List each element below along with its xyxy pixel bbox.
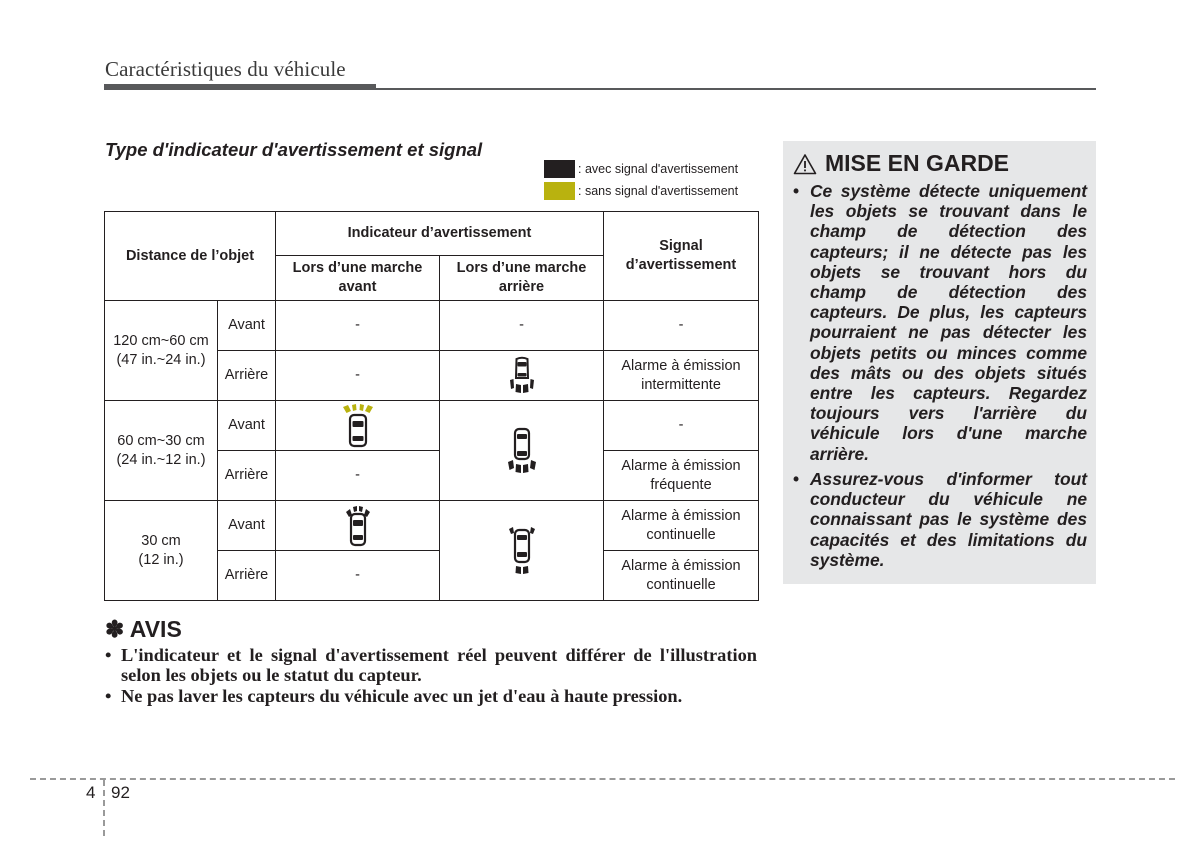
warning-triangle-icon <box>793 153 817 175</box>
legend-with-signal-label: : avec signal d'avertissement <box>578 162 739 176</box>
distance-cell <box>105 401 218 501</box>
car-rear-sensor-icon <box>507 427 537 475</box>
signal-cell: Alarme à émission intermittente <box>604 351 759 401</box>
signal-cell: - <box>604 401 759 451</box>
header-reverse: Lors d’une marche arrière <box>440 256 604 301</box>
legend-without-signal <box>544 182 738 200</box>
warning-table <box>104 211 759 601</box>
notice-title: ✽ AVIS <box>105 616 182 642</box>
forward-cell: - <box>276 351 440 401</box>
notice-item <box>105 686 757 706</box>
caution-title: MISE EN GARDE <box>825 150 1010 176</box>
distance-imperial: (47 in.~24 in.) <box>116 351 206 368</box>
car-front-sensor-icon <box>341 403 375 449</box>
reverse-cell: - <box>440 301 604 351</box>
footer-dotted-divider <box>103 780 105 836</box>
direction-cell: Arrière <box>218 551 276 601</box>
caution-header <box>793 150 1009 177</box>
direction-cell: Avant <box>218 301 276 351</box>
reverse-icon-cell <box>440 401 604 501</box>
dark-swatch <box>544 160 575 178</box>
forward-cell: - <box>276 451 440 501</box>
distance-metric: 30 cm <box>141 532 181 549</box>
caution-item-text: Ce système détecte uniquement les objets se trouvant dans le champ de détection des capteurs; il ne détecte pas les objets se trouvant hors du champ de détection des capteurs. De plus, les capteurs pourraient ne pas détecter les objets petits ou minces comme des mâts ou des objets situés entre les capteurs. Regardez toujours vers l'arrière du véhicule lors d'une marche arrière. <box>810 181 1087 464</box>
distance-imperial: (24 in.~12 in.) <box>116 451 206 468</box>
reverse-icon-cell <box>440 351 604 401</box>
header-signal: Signal d’avertissement <box>604 212 759 301</box>
legend-without-signal-label: : sans signal d'avertissement <box>578 184 739 198</box>
header-rule-thin <box>376 88 1096 90</box>
bullet-icon: • <box>793 469 800 489</box>
direction-cell: Avant <box>218 501 276 551</box>
signal-cell: - <box>604 301 759 351</box>
notice-item <box>105 645 757 685</box>
caution-box <box>783 141 1096 584</box>
direction-cell: Arrière <box>218 351 276 401</box>
caution-item <box>793 181 1087 464</box>
signal-cell: Alarme à émission fréquente <box>604 451 759 501</box>
signal-cell: Alarme à émission continuelle <box>604 551 759 601</box>
bullet-icon: • <box>793 181 800 201</box>
header-rule-thick <box>104 84 376 90</box>
caution-item <box>793 469 1087 570</box>
reverse-icon-cell <box>440 501 604 601</box>
legend-with-signal <box>544 160 738 178</box>
header-forward: Lors d’une marche avant <box>276 256 440 301</box>
distance-cell <box>105 301 218 401</box>
header-indicator: Indicateur d’avertissement <box>276 212 604 256</box>
direction-cell: Arrière <box>218 451 276 501</box>
forward-icon-cell <box>276 401 440 451</box>
notice-item-text: Ne pas laver les capteurs du véhicule avec un jet d'eau à haute pression. <box>121 686 683 706</box>
page-number: 92 <box>111 783 130 802</box>
chapter-number: 4 <box>86 783 96 802</box>
signal-cell: Alarme à émission continuelle <box>604 501 759 551</box>
forward-icon-cell <box>276 501 440 551</box>
footer-dotted-rule <box>30 778 1175 780</box>
caution-item-text: Assurez-vous d'informer tout conducteur du véhicule ne connaissant pas le système des capacités et des limitations du système. <box>810 469 1087 570</box>
bullet-icon: • <box>105 645 112 665</box>
bullet-icon: • <box>105 686 112 706</box>
distance-imperial: (12 in.) <box>138 551 184 568</box>
forward-cell: - <box>276 301 440 351</box>
car-front-sensor-icon <box>344 504 372 548</box>
car-rear-sensor-icon <box>508 526 536 576</box>
distance-metric: 60 cm~30 cm <box>117 432 205 449</box>
car-rear-sensor-icon <box>509 356 535 396</box>
forward-cell: - <box>276 551 440 601</box>
header-distance: Distance de l’objet <box>105 212 276 301</box>
notice-item-text: L'indicateur et le signal d'avertissement réel peuvent différer de l'illustration selon les objets ou le statut du capteur. <box>121 645 757 685</box>
distance-cell <box>105 501 218 601</box>
section-title: Type d'indicateur d'avertissement et signal <box>105 139 483 160</box>
distance-metric: 120 cm~60 cm <box>113 332 209 349</box>
running-header: Caractéristiques du véhicule <box>105 57 346 81</box>
direction-cell: Avant <box>218 401 276 451</box>
yellow-swatch <box>544 182 575 200</box>
